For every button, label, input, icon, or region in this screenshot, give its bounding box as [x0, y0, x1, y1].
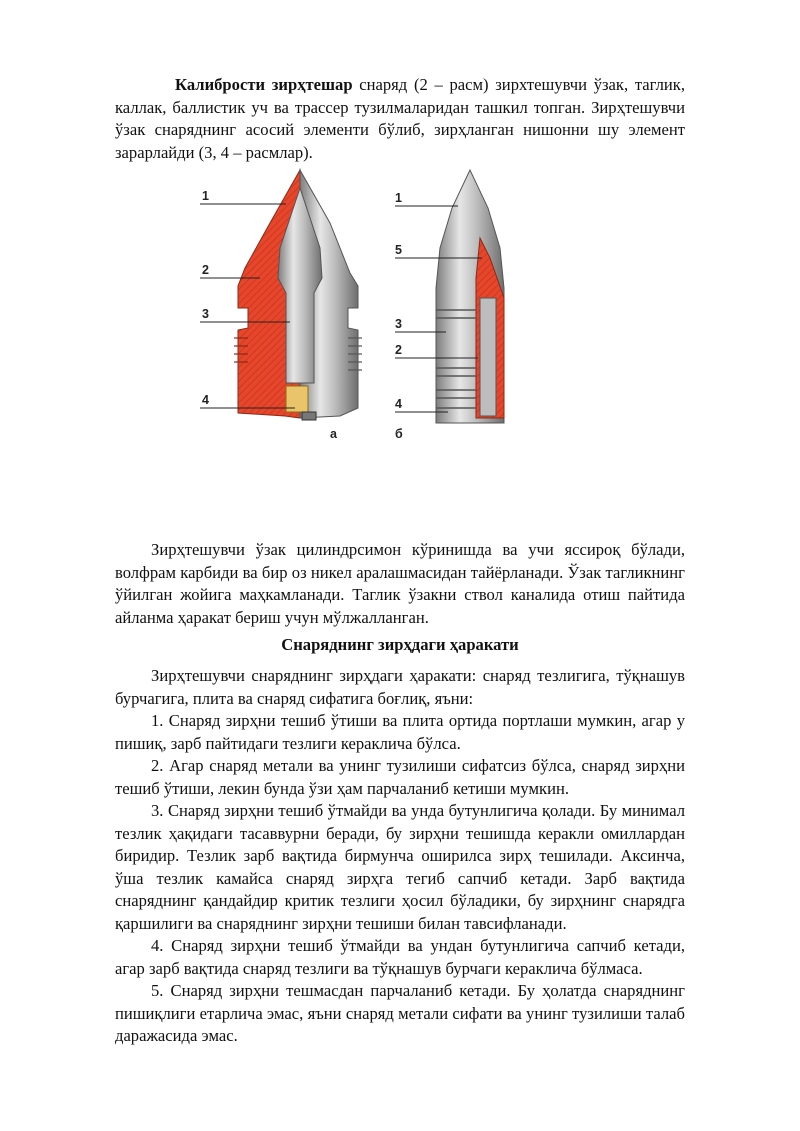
fig-b-label-1: 1 [395, 191, 402, 205]
list-item-3: 3. Снаряд зирҳни тешиб ўтмайди ва унда бутунлигича қолади. Бу минимал тезлик ҳақидаги тасаввурни беради, бу зирҳни тешишда керакли омиллардан биридир. Тезлик зарб вақтида бирмунча оширилса зирҳ тешилади. Аксинча, ўша тезлик камайса снаряд зирҳга тегиб сапчиб кетади. Зарб вақтида снаряднинг қандайдир критик тезлиги ҳосил бўладики, бу зирҳнинг снарядга қаршилиги ва снаряднинг зирҳни тешиши билан тавсифланади. [115, 801, 685, 933]
core-paragraph-block [115, 539, 685, 629]
section-body [115, 665, 685, 1048]
intro-text: снаряд (2 – расм) зирхтешувчи ўзак, таглик, каллак, баллистик уч ва трассер тузилмаларидан ташкил топган. Зирҳтешувчи ўзак снаряднинг асосий элементи бўлиб, зирҳланган нишонни шу элемент зарарлайди (3, 4 – расмлар). [115, 75, 685, 162]
section-intro: Зирҳтешувчи снаряднинг зирҳдаги ҳаракати: снаряд тезлигига, тўқнашув бурчагига, плита ва снаряд сифатига боғлиқ, яъни: [115, 666, 685, 708]
fig-a-label-3: 3 [202, 307, 209, 321]
fig-a-label-2: 2 [202, 263, 209, 277]
fig-a-label-4: 4 [202, 393, 209, 407]
projectile-b [395, 170, 504, 441]
projectile-diagram [190, 168, 530, 458]
list-item-4: 4. Снаряд зирҳни тешиб ўтмайди ва ундан бутунлигича сапчиб кетади, агар зарб вақтида снаряд тезлиги ва тўқнашув бурчаги кераклича бўлмаса. [115, 936, 685, 978]
fig-b-caption: б [395, 427, 403, 441]
intro-paragraph-block [115, 74, 685, 164]
fig-a-caption: а [330, 427, 337, 441]
core-paragraph: Зирҳтешувчи ўзак цилиндрсимон кўринишда ва учи яссироқ бўлади, волфрам карбиди ва бир оз никел аралашмасидан тайёрланади. Ўзак тагликнинг ўйилган жойига маҳкамланади. Таглик ўзакни ствол каналида отиш пайтида айланма ҳаракат бериш учун мўлжалланган. [115, 540, 685, 627]
list-item-1: 1. Снаряд зирҳни тешиб ўтиши ва плита ортида портлаши мумкин, агар у пишиқ, зарб пайтидаги тезлиги кераклича бўлса. [115, 711, 685, 753]
intro-paragraph [115, 74, 685, 164]
projectile-figure [190, 168, 530, 458]
section-heading: Снаряднинг зирҳдаги ҳаракати [281, 635, 519, 654]
fig-b-label-2: 2 [395, 343, 402, 357]
intro-bold-term: Калибрости зирҳтешар [175, 75, 353, 94]
fig-b-label-4: 4 [395, 397, 402, 411]
fig-b-label-3: 3 [395, 317, 402, 331]
fig-b-label-5: 5 [395, 243, 402, 257]
list-item-5: 5. Снаряд зирҳни тешмасдан парчаланиб кетади. Бу ҳолатда снаряднинг пишиқлиги етарлича эмас, яъни снаряд метали сифати ва унинг тузилиши талаб даражасида эмас. [115, 981, 685, 1045]
projectile-a [200, 170, 362, 441]
fig-a-label-1: 1 [202, 189, 209, 203]
list-item-2: 2. Агар снаряд метали ва унинг тузилиши сифатсиз бўлса, снаряд зирҳни тешиб ўтиши, лекин бунда ўзи ҳам парчаланиб кетиши мумкин. [115, 756, 685, 798]
